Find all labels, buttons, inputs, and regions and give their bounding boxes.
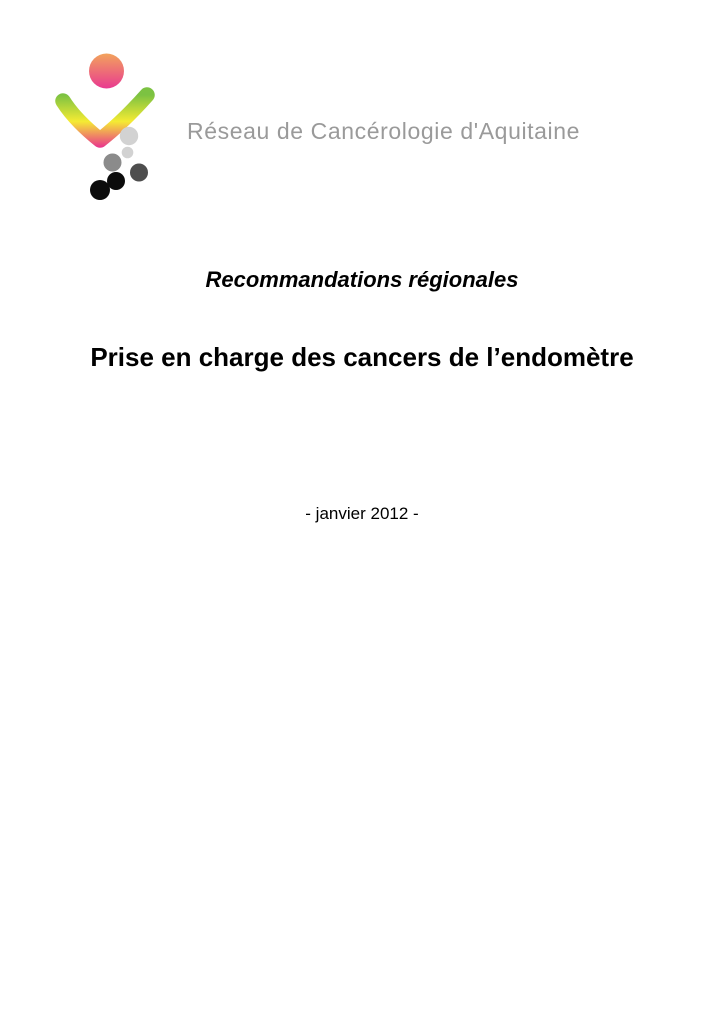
logo-head-circle (89, 54, 124, 89)
logo-dot-mid (104, 154, 122, 172)
logo-dot-dark (130, 164, 148, 182)
document-subtitle: Recommandations régionales (205, 267, 519, 292)
logo-dot-black-2 (90, 180, 110, 200)
logo-block (0, 0, 724, 220)
logo-dot-light-1 (120, 127, 138, 145)
org-wordmark: Réseau de Cancérologie d'Aquitaine (187, 118, 581, 144)
rca-logo-icon (45, 48, 165, 208)
document-title: Prise en charge des cancers de l’endomètre (90, 342, 634, 372)
document-date: - janvier 2012 - (305, 504, 419, 523)
logo-dot-black-1 (107, 172, 125, 190)
logo-dot-light-2 (122, 147, 134, 159)
